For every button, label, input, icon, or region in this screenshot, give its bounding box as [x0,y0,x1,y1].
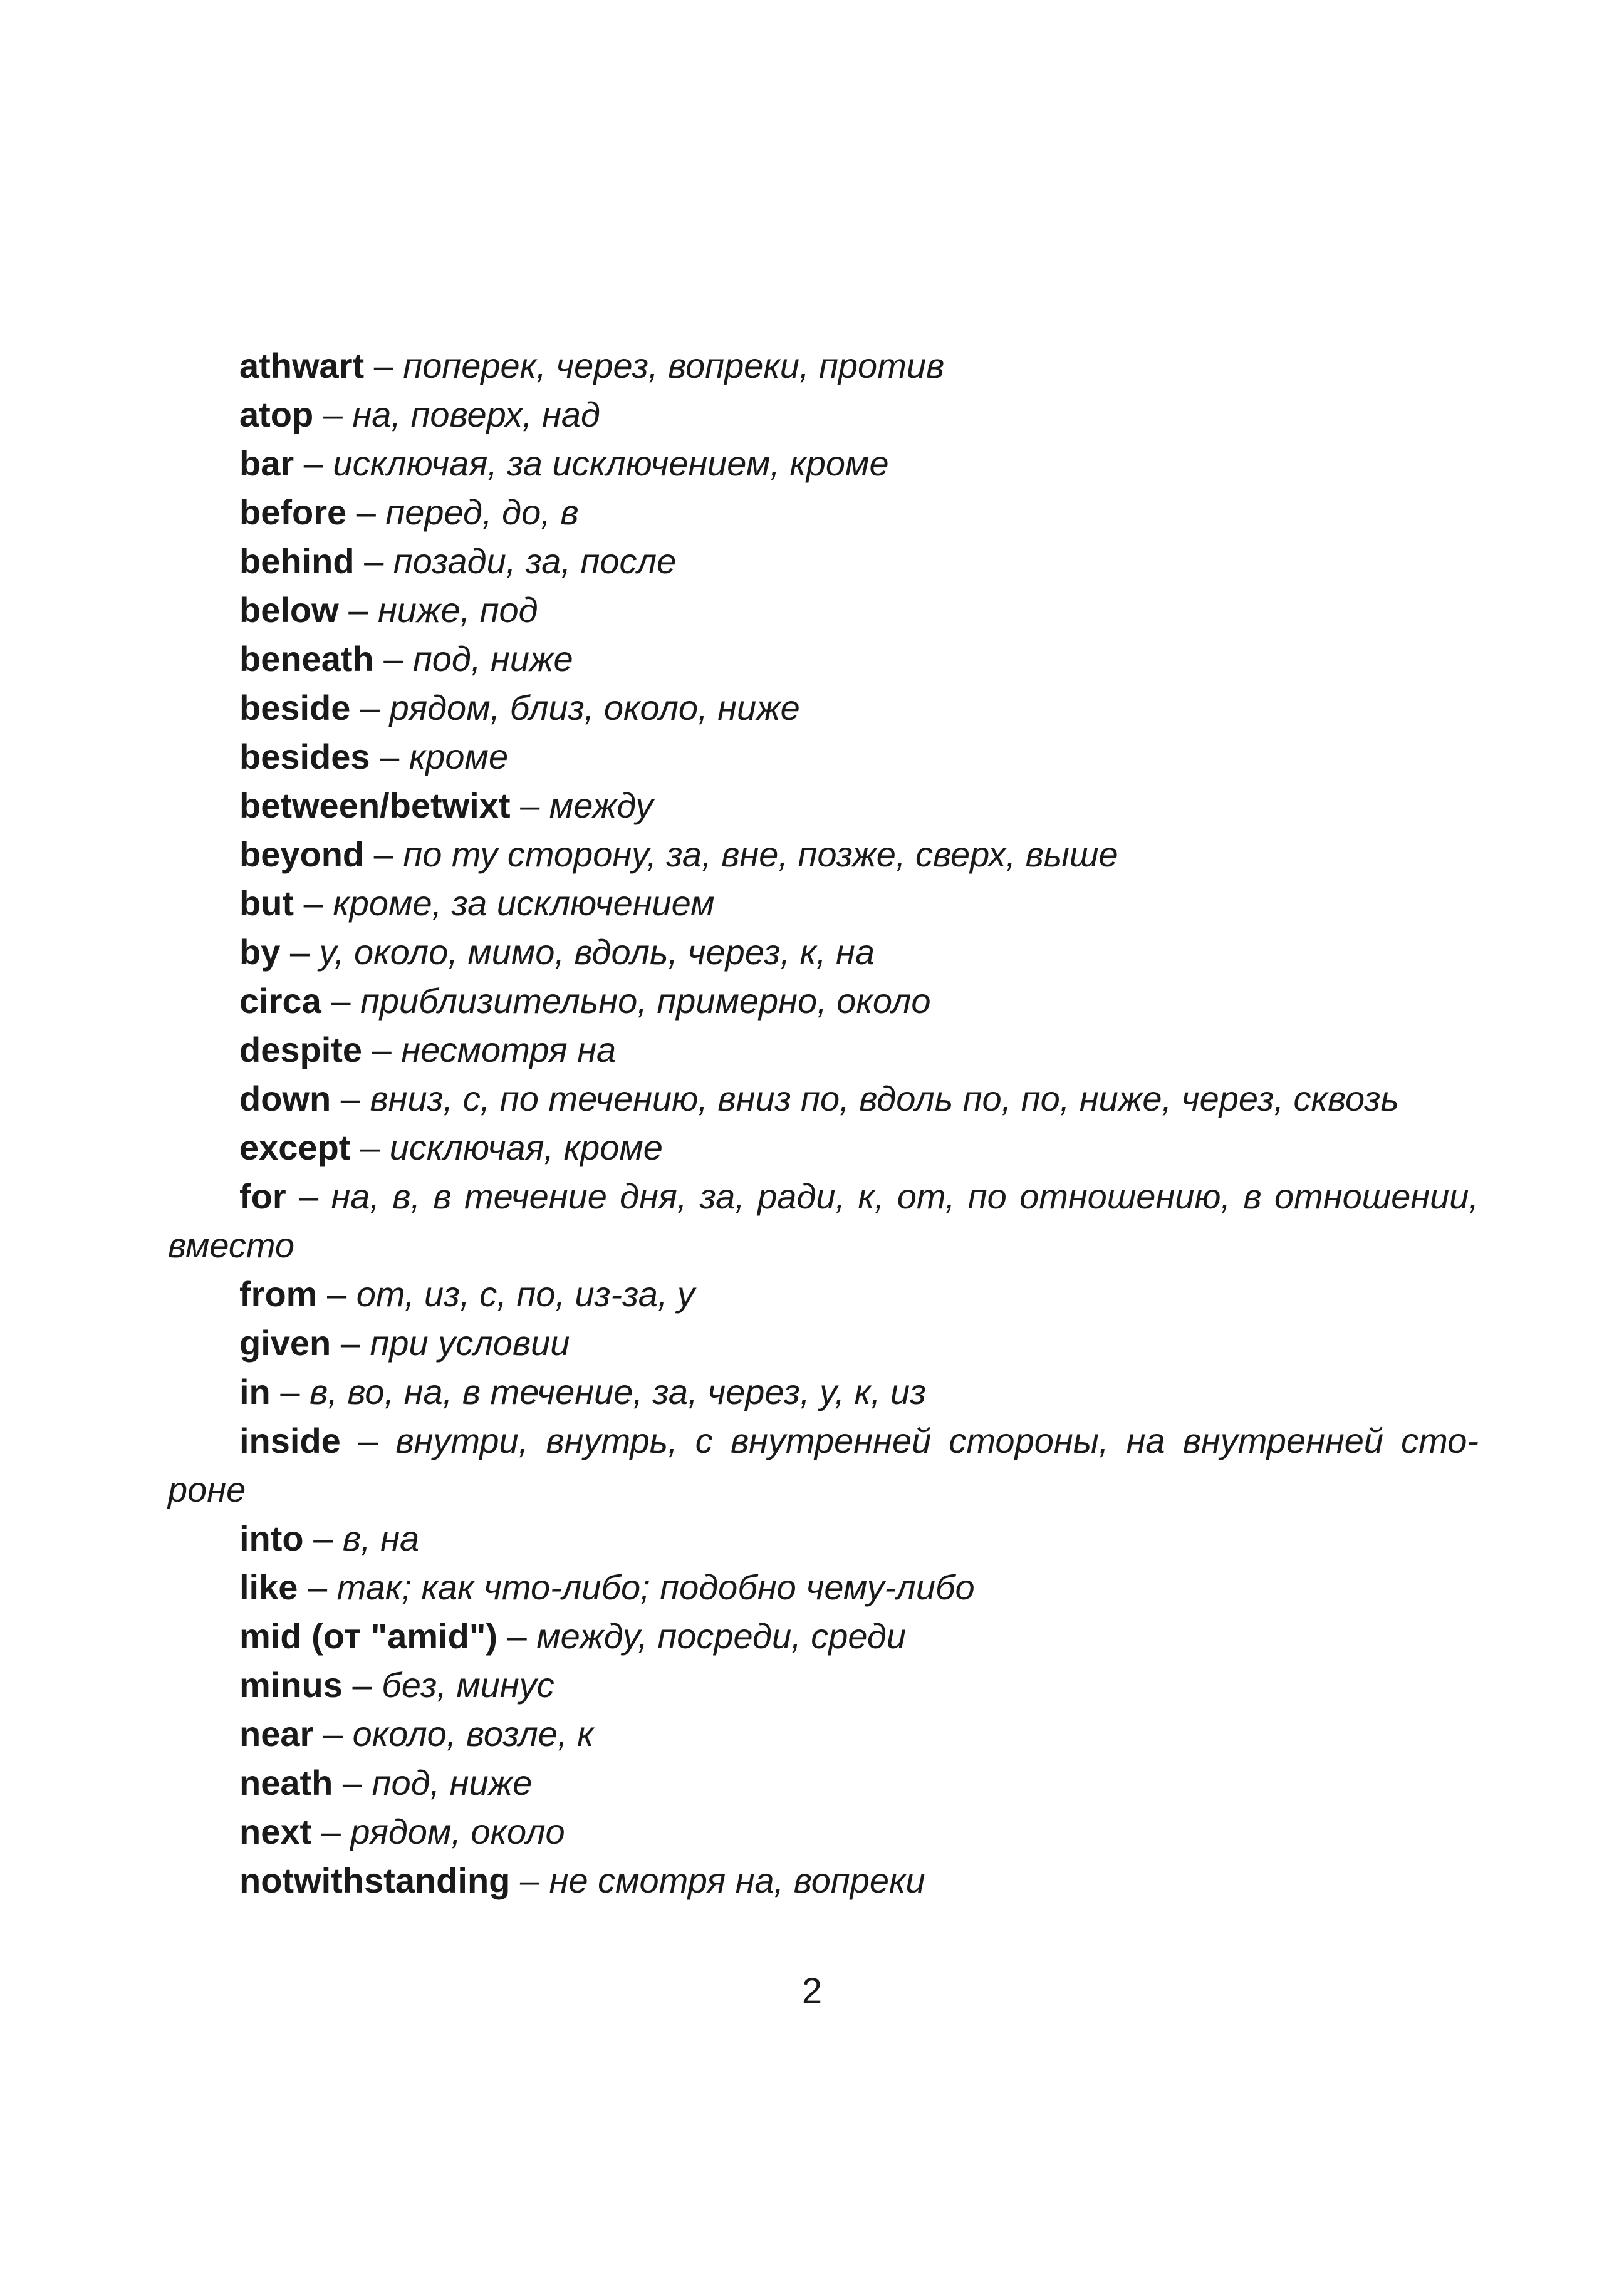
entry-definition: у, около, мимо, вдоль, через, к, на [319,932,875,972]
entry-term: beyond [239,834,365,874]
entry-term: inside [239,1421,341,1460]
entry-separator: – [510,786,549,825]
dictionary-entry [168,1026,1479,1074]
entry-term: atop [239,395,314,434]
entry-term: athwart [239,346,365,385]
entry-separator: – [364,346,403,385]
entry-definition: приблизительно, примерно, около [360,981,931,1021]
entry-term: below [239,590,339,630]
entry-term: in [239,1372,271,1411]
entry-term: given [239,1323,331,1363]
entry-definition: вниз, с, по течению, вниз по, вдоль по, по, ниже, через, сквозь [370,1079,1399,1118]
entry-definition: от, из, с, по, из-за, у [356,1274,695,1314]
entry-term: before [239,492,347,532]
entry-definition: рядом, около [350,1812,565,1851]
entry-definition: в, во, на, в течение, за, через, у, к, из [310,1372,927,1411]
dictionary-entry [168,1807,1479,1856]
entry-definition: без, минус [382,1665,554,1705]
entry-separator: – [350,688,390,727]
dictionary-entry [168,635,1479,683]
entry-term: down [239,1079,331,1118]
entry-separator: – [373,639,413,678]
entry-term: neath [239,1763,333,1802]
entry-separator: – [298,1567,337,1607]
dictionary-entry [168,928,1479,977]
dictionary-entry-list [168,341,1479,1905]
dictionary-entry [168,977,1479,1026]
entry-definition: не смотря на, вопреки [549,1861,925,1900]
dictionary-entry [168,586,1479,635]
entry-definition: внутри, внутрь, с внутренней стороны, на внутренней сто-роне [168,1421,1479,1509]
dictionary-entry [168,781,1479,830]
dictionary-entry [168,1074,1479,1123]
entry-term: circa [239,981,321,1021]
entry-term: from [239,1274,318,1314]
page-number: 2 [801,1971,823,2012]
dictionary-entry [168,1661,1479,1710]
entry-term: by [239,932,281,972]
entry-definition: на, поверх, над [352,395,600,434]
entry-separator: – [303,1519,343,1558]
entry-separator: – [340,1421,396,1460]
dictionary-entry [168,488,1479,537]
entry-definition: при условии [370,1323,570,1363]
entry-definition: в, на [342,1519,420,1558]
entry-definition: кроме [409,737,509,776]
dictionary-entry [168,439,1479,488]
entry-separator: – [311,1812,351,1851]
entry-term: beside [239,688,351,727]
entry-separator: – [370,737,409,776]
entry-definition: на, в, в течение дня, за, ради, к, от, по отношению, в отношении, вместо [168,1177,1479,1265]
dictionary-entry [168,1416,1479,1514]
entry-separator: – [354,541,393,581]
entry-definition: между [549,786,653,825]
entry-term: beneath [239,639,374,678]
entry-separator: – [313,395,353,434]
dictionary-entry [168,537,1479,586]
entry-separator: – [331,1323,370,1363]
entry-term: despite [239,1030,363,1069]
entry-separator: – [286,1177,331,1216]
entry-term: for [239,1177,286,1216]
entry-term: notwithstanding [239,1861,511,1900]
entry-separator: – [280,932,320,972]
entry-separator: – [321,981,361,1021]
entry-separator: – [333,1763,372,1802]
entry-definition: исключая, за исключением, кроме [333,444,889,483]
entry-definition: по ту сторону, за, вне, позже, сверх, выше [403,834,1118,874]
entry-separator: – [294,444,333,483]
dictionary-entry [168,341,1479,390]
entry-definition: кроме, за исключением [333,883,715,923]
entry-separator: – [342,1665,382,1705]
dictionary-entry [168,1368,1479,1416]
entry-definition: так; как что-либо; подобно чему-либо [336,1567,975,1607]
dictionary-entry [168,1514,1479,1563]
entry-term: minus [239,1665,343,1705]
dictionary-entry [168,830,1479,879]
dictionary-entry [168,1856,1479,1905]
entry-term: mid (от "amid") [239,1616,498,1656]
entry-definition: рядом, близ, около, ниже [389,688,800,727]
entry-separator: – [331,1079,370,1118]
entry-definition: ниже, под [377,590,538,630]
entry-separator: – [313,1714,353,1753]
entry-separator: – [317,1274,357,1314]
entry-term: besides [239,737,370,776]
dictionary-entry [168,1123,1479,1172]
dictionary-entry [168,1319,1479,1368]
entry-term: like [239,1567,298,1607]
entry-term: next [239,1812,312,1851]
dictionary-entry [168,1710,1479,1758]
dictionary-entry [168,732,1479,781]
entry-term: behind [239,541,355,581]
entry-definition: позади, за, после [393,541,677,581]
entry-definition: около, возле, к [352,1714,594,1753]
dictionary-entry [168,390,1479,439]
entry-term: between/betwixt [239,786,511,825]
dictionary-entry [168,1758,1479,1807]
dictionary-entry [168,1612,1479,1661]
entry-separator: – [270,1372,310,1411]
entry-separator: – [338,590,378,630]
entry-term: bar [239,444,294,483]
entry-separator: – [364,834,403,874]
entry-definition: поперек, через, вопреки, против [403,346,945,385]
entry-separator: – [510,1861,549,1900]
entry-definition: исключая, кроме [389,1128,663,1167]
entry-term: except [239,1128,351,1167]
entry-definition: перед, до, в [385,492,579,532]
entry-separator: – [362,1030,402,1069]
entry-definition: несмотря на [401,1030,617,1069]
entry-separator: – [350,1128,390,1167]
dictionary-entry [168,1270,1479,1319]
entry-term: near [239,1714,314,1753]
entry-term: into [239,1519,304,1558]
dictionary-entry [168,683,1479,732]
dictionary-entry [168,1172,1479,1270]
entry-separator: – [497,1616,537,1656]
entry-definition: под, ниже [412,639,573,678]
entry-definition: под, ниже [372,1763,533,1802]
entry-separator: – [294,883,333,923]
entry-separator: – [346,492,386,532]
dictionary-entry [168,1563,1479,1612]
dictionary-entry [168,879,1479,928]
entry-term: but [239,883,294,923]
entry-definition: между, посреди, среди [536,1616,907,1656]
